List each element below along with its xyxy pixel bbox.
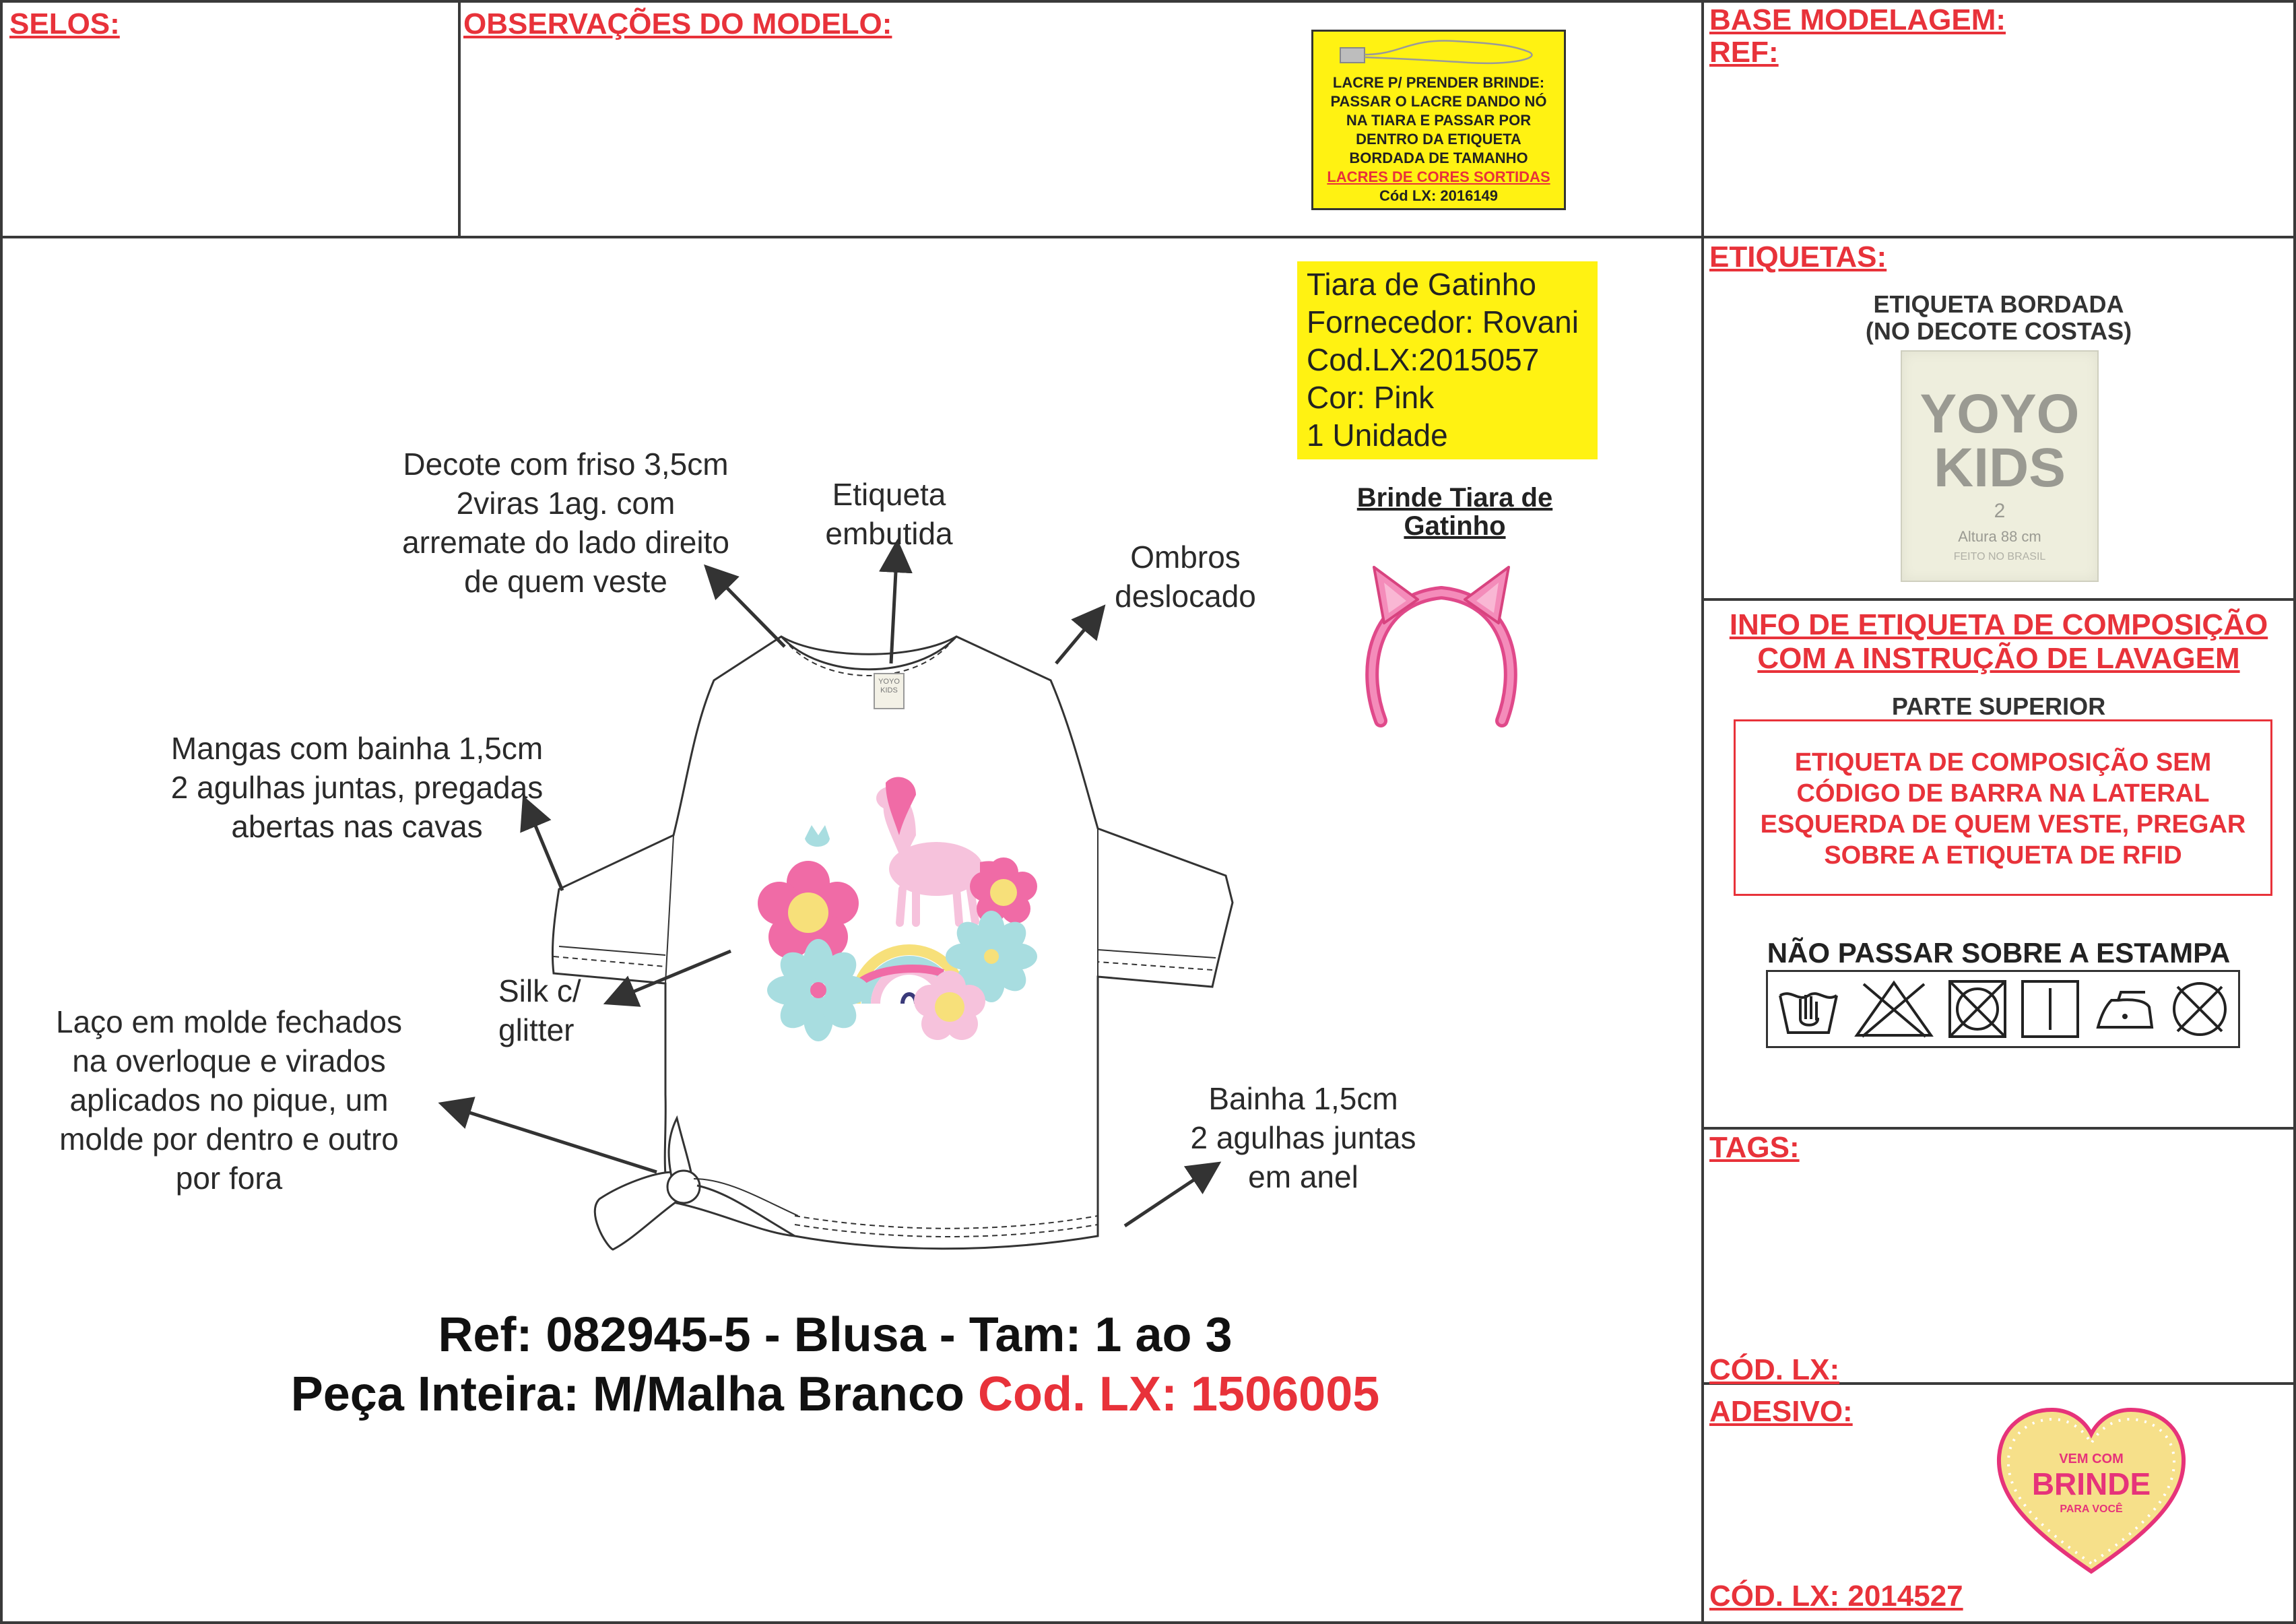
no-dry-clean-icon <box>2168 977 2231 1041</box>
laco-line-2: na overloque e virados <box>72 1043 386 1078</box>
lacre-line-1: LACRE P/ PRENDER BRINDE: <box>1332 74 1545 91</box>
composicao-note-line-3: ESQUERDA DE QUEM VESTE, PREGAR <box>1760 810 2246 839</box>
brinde-title-line-1: Brinde Tiara de <box>1356 483 1553 513</box>
tags-title: TAGS: <box>1709 1131 1800 1164</box>
mangas-annotation <box>135 729 579 846</box>
etiqueta-bordada-desc <box>1704 291 2293 345</box>
lacre-line-5: BORDADA DE TAMANHO <box>1349 150 1528 166</box>
no-tumble-dry-icon <box>1946 977 2009 1041</box>
silk-line-1: Silk c/ <box>498 973 581 1008</box>
bainha-line-1: Bainha 1,5cm <box>1208 1081 1398 1116</box>
bainha-line-2: 2 agulhas juntas <box>1190 1120 1416 1155</box>
frame-right <box>2293 0 2296 1624</box>
composicao-note-line-4: SOBRE A ETIQUETA DE RFID <box>1824 841 2182 870</box>
adesivo-title: ADESIVO: <box>1709 1395 1853 1428</box>
etiqueta-line-2: embutida <box>825 516 953 551</box>
tags-cod-label: CÓD. LX: <box>1709 1353 1840 1386</box>
tiara-quantity: 1 Unidade <box>1307 418 1448 453</box>
low-iron-icon <box>2091 980 2159 1038</box>
mangas-line-3: abertas nas cavas <box>231 809 483 844</box>
ombros-line-2: deslocado <box>1115 579 1256 614</box>
frame-bottom <box>0 1621 2296 1624</box>
etiquetas-title: ETIQUETAS: <box>1709 240 1887 273</box>
woven-label-size: 2 <box>1994 500 2006 522</box>
bainha-line-3: em anel <box>1248 1159 1358 1194</box>
adesivo-cod-label: CÓD. LX: <box>1709 1580 1840 1613</box>
product-material-code: Cod. LX: 1506005 <box>978 1367 1380 1421</box>
lacre-red-line: LACRES DE CORES SORTIDAS <box>1327 168 1550 185</box>
nao-passar-label: NÃO PASSAR SOBRE A ESTAMPA <box>1767 937 2231 969</box>
woven-label-made: FEITO NO BRASIL <box>1953 551 2046 562</box>
mangas-line-2: 2 agulhas juntas, pregadas <box>170 770 544 805</box>
tiara-supplier: Fornecedor: Rovani <box>1307 304 1579 339</box>
tiara-color: Cor: Pink <box>1307 380 1435 415</box>
parte-superior-label: PARTE SUPERIOR <box>1891 692 2106 720</box>
product-material-line <box>202 1366 1468 1423</box>
ref-label: REF: <box>1709 36 1779 69</box>
care-symbols-bar <box>1766 970 2240 1048</box>
laco-annotation <box>20 1002 438 1198</box>
ombros-annotation <box>1084 538 1286 616</box>
composicao-title-2: COM A INSTRUÇÃO DE LAVAGEM <box>1757 642 2240 675</box>
laco-line-1: Laço em molde fechados <box>56 1004 402 1039</box>
tiara-code: Cod.LX:2015057 <box>1307 342 1540 377</box>
adesivo-cod <box>1709 1580 1963 1613</box>
composicao-note-box <box>1734 719 2272 896</box>
brinde-title-line-2: Gatinho <box>1404 511 1506 541</box>
divider-right-3 <box>1701 1127 2296 1130</box>
decote-line-3: arremate do lado direito <box>402 525 729 560</box>
decote-line-2: 2viras 1ag. com <box>456 486 676 521</box>
bainha-annotation <box>1145 1079 1462 1196</box>
divider-right-column <box>1701 0 1704 1624</box>
decote-line-1: Decote com friso 3,5cm <box>403 447 729 482</box>
silk-annotation <box>498 971 613 1049</box>
mangas-line-1: Mangas com bainha 1,5cm <box>170 731 544 766</box>
neck-label-brand: YOYO KIDS <box>878 678 900 694</box>
decote-annotation <box>364 445 768 601</box>
ombros-line-1: Ombros <box>1130 540 1241 575</box>
lacre-line-3: NA TIARA E PASSAR POR <box>1346 112 1532 129</box>
tiara-name: Tiara de Gatinho <box>1307 267 1536 302</box>
etiqueta-bordada-line-2: (NO DECOTE COSTAS) <box>1865 317 2132 345</box>
woven-label-swatch <box>1901 350 2099 582</box>
silk-line-2: glitter <box>498 1012 575 1047</box>
sticker-bottom-text: PARA VOCÊ <box>2060 1503 2123 1515</box>
base-modelagem-label: BASE MODELAGEM: <box>1709 3 2006 36</box>
laco-line-4: molde por dentro e outro <box>59 1122 399 1157</box>
product-ref-line: Ref: 082945-5 - Blusa - Tam: 1 ao 3 <box>438 1308 1233 1362</box>
woven-label-brand-1: YOYO <box>1920 383 2080 445</box>
divider-right-2 <box>1701 598 2296 601</box>
composicao-title-1: INFO DE ETIQUETA DE COMPOSIÇÃO <box>1729 608 2268 641</box>
lacre-line-2: PASSAR O LACRE DANDO NÓ <box>1330 93 1547 110</box>
observacoes-label: OBSERVAÇÕES DO MODELO: <box>463 7 892 40</box>
divider-right-1 <box>1701 236 2296 238</box>
lacre-line-4: DENTRO DA ETIQUETA <box>1356 131 1521 148</box>
no-bleach-icon <box>1850 979 1938 1039</box>
composicao-note-line-2: CÓDIGO DE BARRA NA LATERAL <box>1796 779 2210 808</box>
etiqueta-line-1: Etiqueta <box>832 477 946 512</box>
adesivo-cod-value: 2014527 <box>1847 1580 1963 1613</box>
etiqueta-annotation <box>788 475 990 553</box>
woven-label-brand-2: KIDS <box>1934 437 2066 498</box>
laco-line-3: aplicados no pique, um <box>69 1082 389 1117</box>
laco-line-5: por fora <box>175 1161 283 1196</box>
composicao-note-line-1: ETIQUETA DE COMPOSIÇÃO SEM <box>1794 748 2212 777</box>
line-dry-icon <box>2019 977 2082 1041</box>
woven-label-height: Altura 88 cm <box>1958 528 2041 545</box>
sticker-main-text: BRINDE <box>2031 1466 2151 1501</box>
etiqueta-bordada-line-1: ETIQUETA BORDADA <box>1873 290 2124 318</box>
selos-label: SELOS: <box>9 7 120 40</box>
sticker-top-text: VEM COM <box>2059 1452 2124 1466</box>
hand-wash-icon <box>1775 979 1842 1039</box>
decote-line-4: de quem veste <box>464 564 667 599</box>
lacre-code: Cód LX: 2016149 <box>1379 187 1499 204</box>
product-material-text: Peça Inteira: M/Malha Branco <box>290 1367 979 1421</box>
